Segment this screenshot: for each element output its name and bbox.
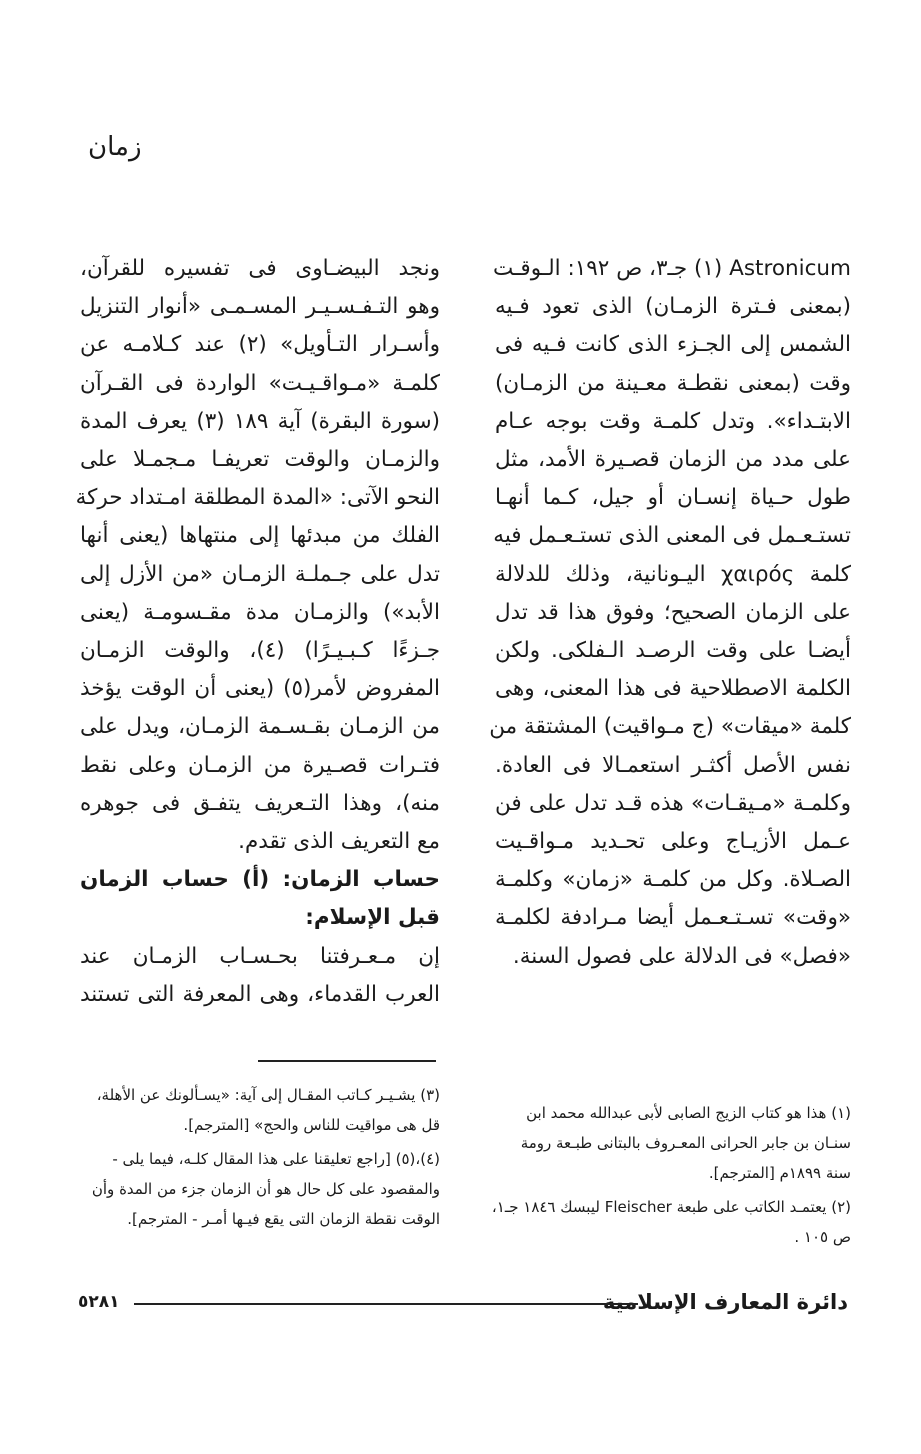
text-line: فتـرات قصـيرة من الزمـان وعلى نقط <box>80 752 440 778</box>
text-line: كلمـة «مـواقـيـت» الواردة فى القـرآن <box>80 370 440 396</box>
text-line: الشمس إلى الجـزء الذى كانت فـيه فى <box>495 332 851 358</box>
text-line: إن مـعـرفتنا بحـسـاب الزمـان عند <box>80 943 440 969</box>
text-line: الصـلاة. وكل من كلمـة «زمان» وكلمـة <box>495 867 851 893</box>
section-heading-line: حساب الزمان: (أ) حساب الزمان <box>80 867 440 893</box>
footnotes-left <box>80 1080 440 1238</box>
text-line: على الزمان الصحيح؛ وفوق هذا قد تدل <box>495 599 851 625</box>
left-column <box>75 250 440 1014</box>
text-line: من الزمـان بقـسـمة الزمـان، ويدل على <box>80 714 440 740</box>
text-line: مع التعريف الذى تقدم. <box>238 829 440 855</box>
footer-rule <box>134 1303 638 1305</box>
text-line: الأبد») والزمـان مدة مقـسومـة (يعنى <box>80 599 440 625</box>
text-line: العرب القدماء، وهى المعرفة التى تستند <box>80 981 440 1007</box>
journal-name: دائرة المعارف الإسلامية <box>602 1290 848 1314</box>
section-heading-line: قبل الإسلام: <box>305 905 440 931</box>
right-column <box>489 250 851 976</box>
text-line: عـمل الأزيـاج وعلى تحـديد مـواقـيت <box>495 829 851 855</box>
text-line: (سورة البقرة) آية ١٨٩ (٣) يعرف المدة <box>80 408 440 434</box>
footnote-rule-left <box>258 1060 436 1062</box>
text-line: أيضـا على وقت الرصـد الـفلكى. ولكن <box>495 638 851 664</box>
text-line: الفلك من مبدئها إلى منتهاها (يعنى أنها <box>80 523 440 549</box>
footnote: (١) هذا هو كتاب الزيج الصابى لأبى عبدالله محمد ابن سنـان بن جابر الحرانى المعـروف بالبتانى طبـعة رومة سنة ١٨٩٩م [المترجم]. <box>520 1104 851 1182</box>
footnote: (٣) يشـيـر كـاتب المقـال إلى آية: «يسـألونك عن الأهلة، قل هى مواقيت للناس والحج» [المترجم]. <box>96 1086 440 1134</box>
text-line: طول حـياة إنسـان أو جيل، كـما أنهـا <box>495 485 851 511</box>
footnotes-right <box>491 1098 851 1256</box>
footnote: (٤)،(٥) [راجع تعليقنا على هذا المقال كلـه، فيما يلى - والمقصود على كل حال هو أن الزمان جزء من المدة وأن الوقت نقطة الزمان التى يقع فيـها أمـر - المترجم]. <box>91 1150 440 1228</box>
text-line: الكلمة الاصطلاحية فى هذا المعنى، وهى <box>495 676 851 702</box>
text-line: المفروض لأمر(٥) (يعنى أن الوقت يؤخذ <box>80 676 440 702</box>
text-line: وأسـرار التـأويل» (٢) عند كـلامـه عن <box>80 332 440 358</box>
text-line: النحو الآتى: «المدة المطلقة امـتداد حركة <box>75 485 440 511</box>
text-line: منه)، وهذا التـعريف يتفـق فى جوهره <box>80 790 440 816</box>
page-footer <box>78 1290 848 1322</box>
text-line: على مدد من الزمان قصـيرة الأمد، مثل <box>495 447 851 473</box>
text-line: كلمة «ميقات» (ج مـواقيت) المشتقة من <box>489 714 851 740</box>
text-line: الابتـداء». وتدل كلمـة وقت بوجه عـام <box>495 408 851 434</box>
text-line: «فصل» فى الدلالة على فصول السنة. <box>512 943 851 969</box>
text-line: والزمـان والوقت تعريفـا مـجمـلا على <box>80 447 440 473</box>
text-line: تستـعـمل فى المعنى الذى تستـعـمل فيه <box>493 523 851 549</box>
text-line: ونجد البيضـاوى فى تفسيره للقرآن، <box>80 256 440 281</box>
footnote: (٢) يعتمـد الكاتب على طبعة Fleischer ليبسك ١٨٤٦ جـ١، ص ١٠٥ . <box>491 1198 851 1246</box>
text-line: Astronicum (١) جـ٣، ص ١٩٢: الـوقـت <box>493 256 851 281</box>
page-number: ٥٢٨١ <box>78 1292 120 1312</box>
text-line: جـزءًا كـبـيـرًا) (٤)، والوقت الزمـان <box>80 638 440 664</box>
text-line: «وقت» تسـتـعـمل أيضا مـرادفة لكلمـة <box>495 905 851 931</box>
page-title: زمان <box>88 132 142 162</box>
text-line: نفس الأصل أكثـر استعمـالا فى العادة. <box>495 752 851 778</box>
text-line: وقت (بمعنى نقطـة معـينة من الزمـان) <box>495 370 851 396</box>
text-line: تدل على جـملـة الزمـان «من الأزل إلى <box>80 561 440 587</box>
text-line: وكلمـة «مـيقـات» هذه قـد تدل على فن <box>495 790 851 816</box>
text-line: وهو التـفـسـيـر المسـمـى «أنوار التنزيل <box>80 294 440 320</box>
text-line: كلمة χαιρός اليـونانية، وذلك للدلالة <box>495 561 851 587</box>
text-line: (بمعنى فـترة الزمـان) الذى تعود فـيه <box>495 294 851 320</box>
